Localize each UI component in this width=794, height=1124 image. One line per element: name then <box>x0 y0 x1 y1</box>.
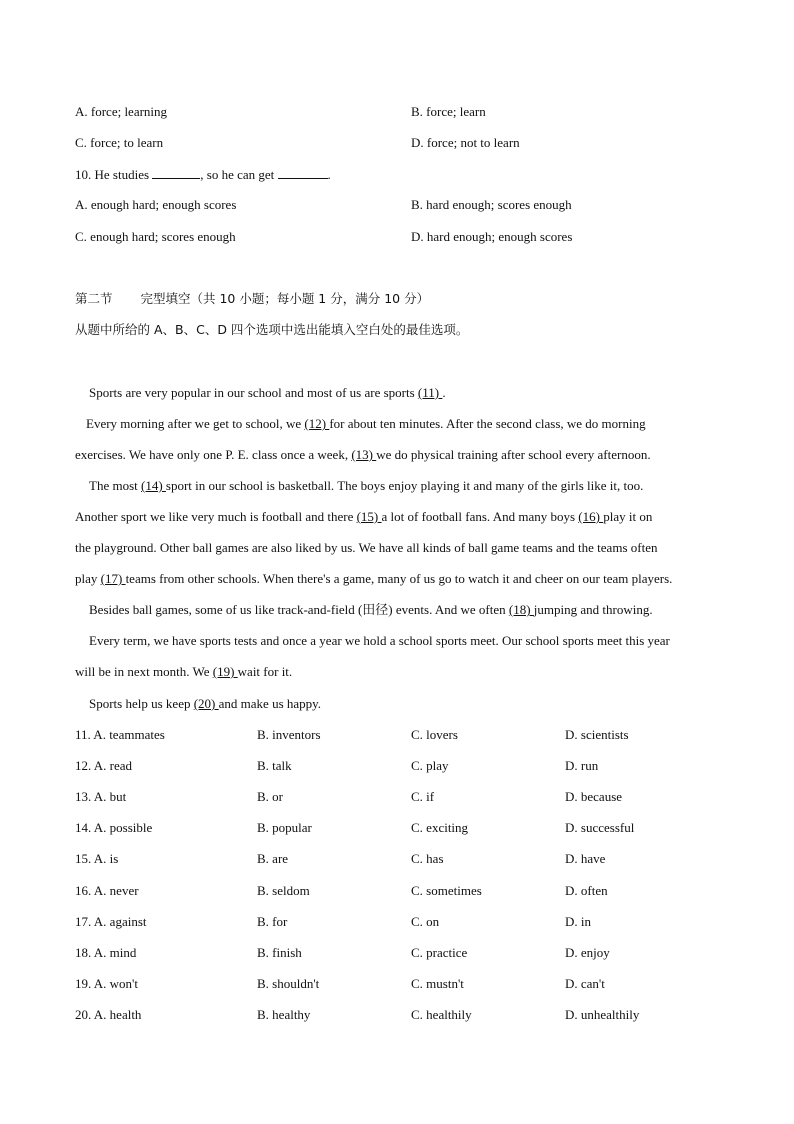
passage-text: sport in our school is basketball. The boys enjoy playing it and many of the girls like it, too. <box>165 478 644 493</box>
passage-text: wait for it. <box>237 664 293 679</box>
option-a: 11. A. teammates <box>75 727 165 742</box>
blank-11: (11) <box>417 385 443 400</box>
option-b: B. finish <box>257 945 302 960</box>
blank-12: (12) <box>304 416 330 431</box>
option-d: D. in <box>565 914 591 929</box>
option-b: B. popular <box>257 820 312 835</box>
passage-text: Besides ball games, some of us like track-and-field (田径) events. And we often <box>89 602 509 617</box>
q10-stem-part3: . <box>327 167 331 182</box>
answer-blank <box>278 166 328 179</box>
passage-line-5 <box>75 509 652 525</box>
passage-text: we do physical training after school every afternoon. <box>376 447 651 462</box>
passage-text: for about ten minutes. After the second class, we do morning <box>329 416 646 431</box>
option-b: B. shouldn't <box>257 976 320 991</box>
passage-text: Another sport we like very much is football and there <box>75 509 357 524</box>
passage-text: teams from other schools. When there's a game, many of us go to watch it and cheer on our team players. <box>125 571 673 586</box>
option-c: C. mustn't <box>411 976 464 991</box>
option-d: D. have <box>565 851 606 866</box>
q10-stem-part2: , so he can get <box>200 167 275 182</box>
section-heading <box>75 291 429 307</box>
passage-line-1 <box>89 385 446 401</box>
option-a: 14. A. possible <box>75 820 153 835</box>
option-d: D. unhealthily <box>565 1007 640 1022</box>
passage-text: Sports help us keep <box>89 696 194 711</box>
q10-option-b: B. hard enough; scores enough <box>411 197 572 212</box>
section-title: 完型填空（共 10 小题；每小题 1 分，满分 10 分） <box>140 291 430 306</box>
option-c: C. if <box>411 789 435 804</box>
option-a: 20. A. health <box>75 1007 142 1022</box>
option-d: D. often <box>565 883 608 898</box>
option-c: C. has <box>411 851 444 866</box>
blank-17: (17) <box>100 571 126 586</box>
q9-option-b: B. force; learn <box>411 104 486 119</box>
passage-text: Every morning after we get to school, we <box>86 416 305 431</box>
option-c: C. lovers <box>411 727 458 742</box>
answer-blank <box>152 166 200 179</box>
option-d: D. successful <box>565 820 635 835</box>
passage-text: will be in next month. We <box>75 664 213 679</box>
passage-line-8 <box>89 602 653 618</box>
section-instruction: 从题中所给的 A、B、C、D 四个选项中选出能填入空白处的最佳选项。 <box>75 322 469 337</box>
option-d: D. can't <box>565 976 605 991</box>
option-b: B. healthy <box>257 1007 311 1022</box>
q9-option-c: C. force; to learn <box>75 135 164 150</box>
passage-text: a lot of football fans. And many boys <box>381 509 579 524</box>
blank-13: (13) <box>351 447 377 462</box>
option-a: 12. A. read <box>75 758 133 773</box>
passage-line-4 <box>89 478 643 494</box>
option-b: B. are <box>257 851 289 866</box>
option-d: D. scientists <box>565 727 629 742</box>
passage-text: . <box>442 385 446 400</box>
blank-20: (20) <box>193 696 219 711</box>
q10-option-c: C. enough hard; scores enough <box>75 229 236 244</box>
passage-text: and make us happy. <box>218 696 322 711</box>
option-b: B. inventors <box>257 727 321 742</box>
passage-line-9: Every term, we have sports tests and once a year we hold a school sports meet. Our school sports meet this year <box>89 633 670 648</box>
option-c: C. practice <box>411 945 468 960</box>
option-c: C. play <box>411 758 449 773</box>
option-a: 15. A. is <box>75 851 119 866</box>
q9-option-a: A. force; learning <box>75 104 168 119</box>
q9-option-d: D. force; not to learn <box>411 135 520 150</box>
q10-option-d: D. hard enough; enough scores <box>411 229 573 244</box>
blank-16: (16) <box>578 509 604 524</box>
blank-19: (19) <box>212 664 238 679</box>
passage-text: Sports are very popular in our school and most of us are sports <box>89 385 418 400</box>
option-a: 19. A. won't <box>75 976 139 991</box>
option-d: D. enjoy <box>565 945 610 960</box>
option-c: C. on <box>411 914 440 929</box>
passage-text: jumping and throwing. <box>533 602 653 617</box>
q10-option-a: A. enough hard; enough scores <box>75 197 237 212</box>
passage-text: play <box>75 571 101 586</box>
passage-text: play it on <box>603 509 653 524</box>
option-b: B. or <box>257 789 283 804</box>
section-number: 第二节 <box>75 291 113 306</box>
passage-line-3 <box>75 447 651 463</box>
passage-line-10 <box>75 664 292 680</box>
option-d: D. because <box>565 789 623 804</box>
option-a: 17. A. against <box>75 914 147 929</box>
passage-text: exercises. We have only one P. E. class once a week, <box>75 447 352 462</box>
q10-stem-part1: 10. He studies <box>75 167 150 182</box>
option-b: B. seldom <box>257 883 310 898</box>
passage-text: The most <box>89 478 141 493</box>
option-c: C. sometimes <box>411 883 482 898</box>
option-a: 18. A. mind <box>75 945 137 960</box>
passage-line-11 <box>89 696 321 712</box>
option-b: B. for <box>257 914 288 929</box>
option-a: 16. A. never <box>75 883 139 898</box>
option-c: C. exciting <box>411 820 469 835</box>
option-d: D. run <box>565 758 599 773</box>
option-a: 13. A. but <box>75 789 127 804</box>
option-b: B. talk <box>257 758 292 773</box>
blank-14: (14) <box>141 478 166 493</box>
passage-line-7 <box>75 571 672 587</box>
passage-line-2 <box>86 416 646 432</box>
blank-15: (15) <box>356 509 382 524</box>
passage-line-6: the playground. Other ball games are also liked by us. We have all kinds of ball game teams and the teams often <box>75 540 658 555</box>
option-c: C. healthily <box>411 1007 472 1022</box>
q10-stem <box>75 166 331 183</box>
blank-18: (18) <box>508 602 534 617</box>
